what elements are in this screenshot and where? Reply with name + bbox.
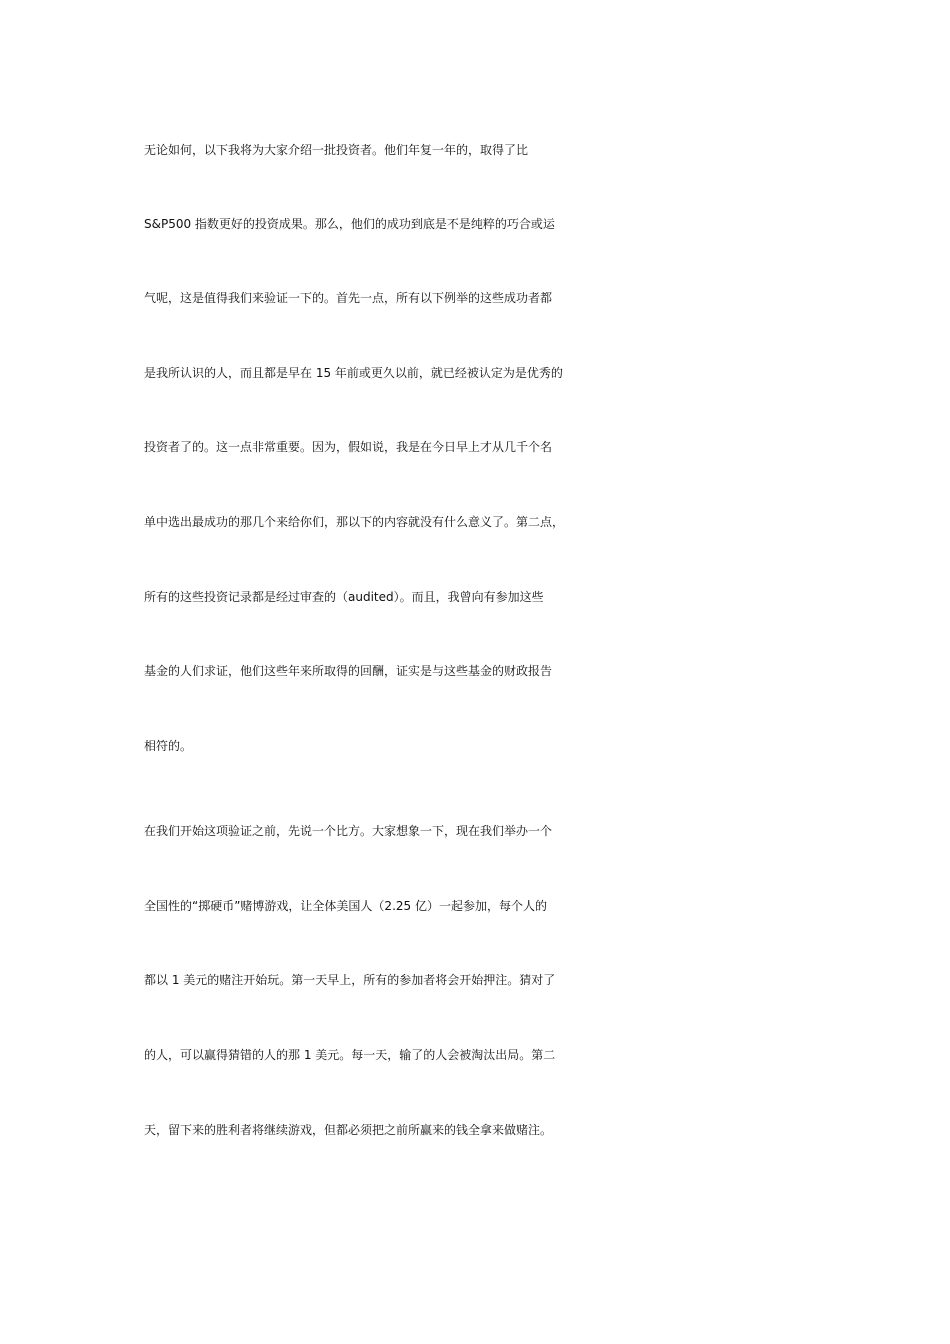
paragraph-line: 是我所认识的人，而且都是早在 15 年前或更久以前，就已经被认定为是优秀的 (144, 366, 563, 380)
paragraph-line: S&P500 指数更好的投资成果。那么，他们的成功到底是不是纯粹的巧合或运 (144, 217, 555, 231)
paragraph-line: 所有的这些投资记录都是经过审查的（audited）。而且，我曾向有参加这些 (144, 590, 544, 604)
paragraph-line: 在我们开始这项验证之前，先说一个比方。大家想象一下，现在我们举办一个 (144, 824, 553, 838)
paragraph-line: 的人，可以赢得猜错的人的那 1 美元。每一天，输了的人会被淘汰出局。第二 (144, 1048, 556, 1062)
paragraph-line: 气呢，这是值得我们来验证一下的。首先一点，所有以下例举的这些成功者都 (144, 291, 553, 305)
paragraph-line: 单中选出最成功的那几个来给你们，那以下的内容就没有什么意义了。第二点， (144, 515, 565, 529)
paragraph-line: 全国性的“掷硬币”赌博游戏，让全体美国人（2.25 亿）一起参加，每个人的 (144, 899, 547, 913)
paragraph-line: 相符的。 (144, 739, 193, 753)
paragraph-line: 无论如何，以下我将为大家介绍一批投资者。他们年复一年的，取得了比 (144, 143, 529, 157)
paragraph-line: 基金的人们求证，他们这些年来所取得的回酬，证实是与这些基金的财政报告 (144, 664, 553, 678)
paragraph-line: 投资者了的。这一点非常重要。因为，假如说，我是在今日早上才从几千个名 (144, 440, 553, 454)
paragraph-line: 天，留下来的胜利者将继续游戏，但都必须把之前所赢来的钱全拿来做赌注。 (144, 1123, 553, 1137)
paragraph-line: 都以 1 美元的赌注开始玩。第一天早上，所有的参加者将会开始押注。猜对了 (144, 973, 556, 987)
